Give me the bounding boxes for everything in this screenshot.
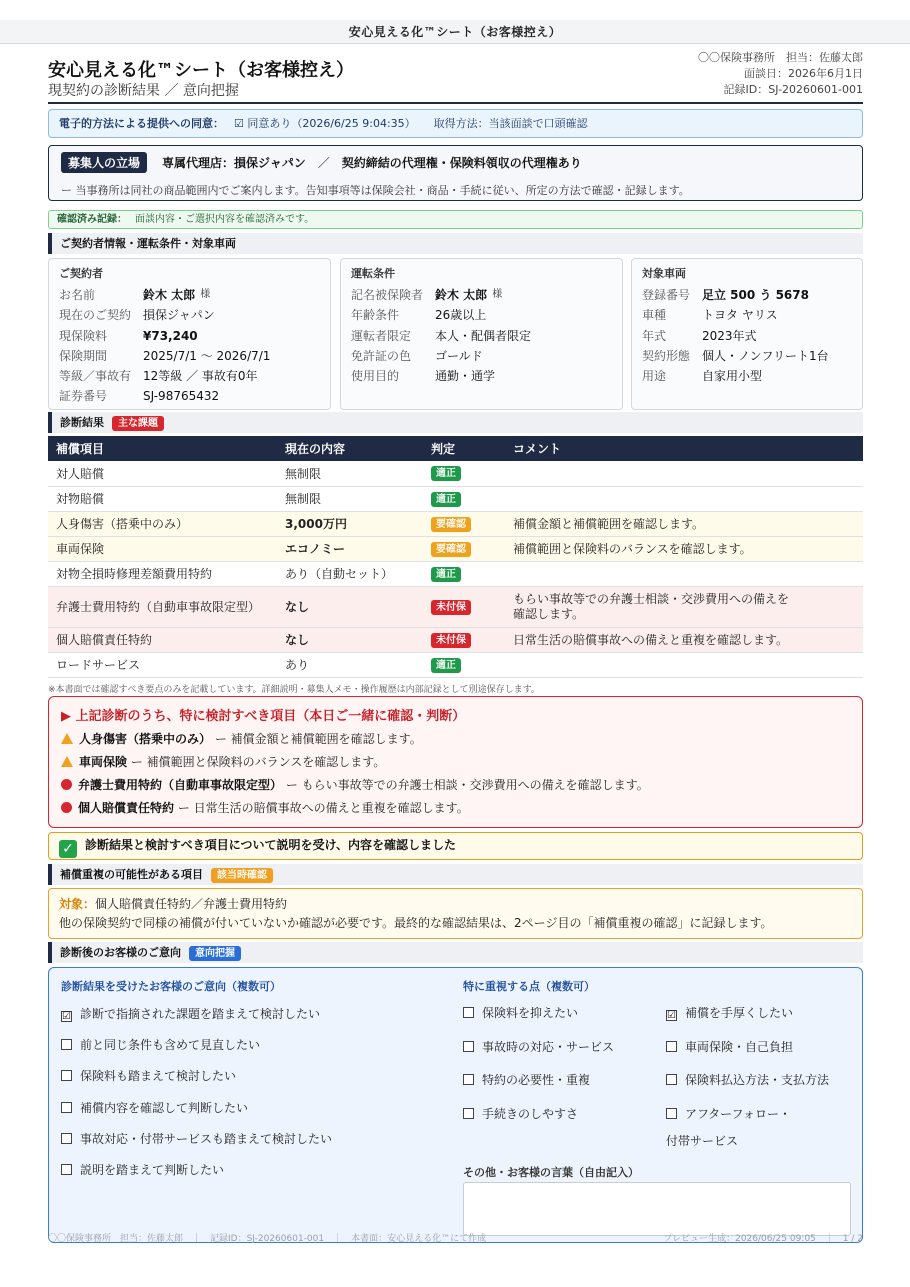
row-value: あり (277, 652, 423, 677)
acknowledgement-bar[interactable] (48, 832, 863, 860)
agent-authority: 契約締結の代理権・保険料領収の代理権あり (341, 156, 582, 170)
vehicle-card (631, 258, 863, 410)
col-judge: 判定 (423, 436, 505, 461)
row-item: 個人賠償責任特約 (48, 627, 277, 652)
table-row (48, 486, 863, 511)
contractor-row (59, 326, 320, 346)
document-title: 安心見える化™シート（お客様控え） (48, 60, 354, 81)
table-row (48, 652, 863, 677)
driving-card (340, 258, 623, 410)
option-label: 前と同じ条件も含めて見直したい (80, 1038, 261, 1052)
comment-line: もらい事故等での弁護士相談・交渉費用への備えを (513, 591, 790, 606)
checkbox[interactable] (666, 1041, 677, 1052)
table-row (48, 627, 863, 652)
kv-key: 記名被保険者 (351, 288, 424, 302)
table-row (48, 536, 863, 561)
checkbox[interactable]: ☑ (667, 1010, 676, 1021)
intent-option[interactable] (61, 1162, 224, 1178)
priority-item (61, 751, 850, 774)
priority-item (61, 797, 850, 820)
confirmed-label: 確認済み記録： (57, 214, 127, 225)
vehicle-row (642, 305, 852, 325)
dup-label: 対象： (59, 897, 96, 911)
kv-key: 現在のご契約 (59, 308, 132, 323)
row-comment: 補償金額と補償範囲を確認します。 (505, 511, 863, 536)
vehicle-row (642, 366, 852, 386)
row-value: あり（自動セット） (277, 561, 423, 586)
footer-right: プレビュー生成：2026/06/25 09:05 ｜ 1 / 2 (663, 1234, 863, 1244)
kv-value: 鈴木 太郎 (143, 288, 196, 302)
intent-left-heading: 診断結果を受けたお客様のご意向（複数可） (61, 980, 281, 993)
kv-value: 個人・ノンフリート1台 (702, 348, 829, 363)
contractor-row (59, 346, 320, 366)
driving-row (351, 366, 612, 386)
confirmed-record-bar (48, 210, 863, 229)
table-header-row (48, 436, 863, 461)
contractor-row (59, 285, 320, 305)
row-item: 対人賠償 (48, 461, 277, 486)
row-comment (505, 586, 863, 627)
col-comment: コメント (505, 436, 863, 461)
kv-key: 保険期間 (59, 348, 108, 363)
option-label: 特約の必要性・重複 (482, 1073, 591, 1087)
checkbox[interactable]: ☑ (62, 1011, 71, 1022)
checkbox[interactable] (61, 1133, 72, 1144)
driving-heading: 運転条件 (351, 267, 395, 280)
kv-value: ¥73,240 (143, 328, 198, 343)
kv-key: 年齢条件 (351, 308, 400, 323)
checkbox[interactable] (463, 1074, 474, 1085)
diag-badge: 主な課題 (112, 416, 164, 431)
kv-suffix: 様 (200, 289, 211, 300)
consent-label: 電子的方法による提供への同意： (59, 117, 224, 130)
intent-badge: 意向把握 (189, 946, 241, 961)
priority-item-desc: ー もらい事故等での弁護士相談・交渉費用への備えを確認します。 (285, 778, 649, 792)
judge-badge: 未付保 (431, 633, 471, 648)
dup-target-line (59, 895, 852, 914)
priority-option[interactable] (463, 1106, 578, 1122)
checkbox[interactable] (61, 1070, 72, 1081)
dup-text: 他の保険契約で同様の補償が付いていないか確認が必要です。最終的な確認結果は、2ページ目の「補償重複の確認」に記録します。 (59, 916, 773, 930)
kv-value: 足立 500 う 5678 (702, 288, 809, 302)
kv-key: 運転者限定 (351, 328, 412, 343)
judge-badge: 要確認 (431, 542, 471, 557)
document-page (48, 44, 863, 1179)
kv-value: 損保ジャパン (143, 308, 215, 323)
kv-value: 2023年式 (702, 328, 757, 343)
row-item: 車両保険 (48, 536, 277, 561)
kv-key: 現保険料 (59, 328, 108, 343)
section-title-diag (48, 412, 863, 433)
top-title-bar: 安心見える化™シート（お客様控え） (0, 20, 910, 44)
record-id: 記録ID：SJ-20260601-001 (723, 83, 863, 96)
kv-value: ゴールド (435, 348, 483, 363)
option-label: 補償内容を確認して判断したい (80, 1101, 249, 1115)
option-label: 説明を踏まえて判断したい (80, 1163, 225, 1177)
contractor-heading: ご契約者 (59, 267, 103, 280)
checkbox[interactable] (463, 1041, 474, 1052)
agent-type: 専属代理店：損保ジャパン (162, 156, 306, 170)
checkbox[interactable] (666, 1108, 677, 1119)
kv-value: 12等級 ／ 事故有0年 (143, 369, 258, 384)
judge-badge: 未付保 (431, 600, 471, 615)
ack-text: 診断結果と検討すべき項目について説明を受け、内容を確認しました (85, 838, 457, 852)
diagnosis-table (48, 436, 863, 678)
vehicle-heading: 対象車両 (642, 267, 686, 280)
contractor-card (48, 258, 331, 410)
meeting-date: 面談日：2026年6月1日 (744, 67, 863, 80)
kv-key: 証券番号 (59, 389, 108, 404)
red-dot-icon (61, 802, 72, 813)
checkbox[interactable] (463, 1108, 474, 1119)
checkbox[interactable] (61, 1102, 72, 1113)
judge-badge: 適正 (431, 567, 461, 582)
check-icon[interactable]: ✓ (59, 840, 77, 858)
section-title-intent (48, 942, 863, 963)
kv-value: SJ-98765432 (143, 389, 220, 404)
intent-right-heading: 特に重視する点（複数可） (463, 980, 595, 993)
vehicle-row (642, 326, 852, 346)
row-value: 3,000万円 (277, 511, 423, 536)
row-item: 対物全損時修理差額費用特約 (48, 561, 277, 586)
option-label: アフターフォロー・ (685, 1107, 791, 1121)
driving-row (351, 346, 612, 366)
document-meta (698, 50, 863, 98)
option-label-continued: 付帯サービス (666, 1134, 739, 1148)
kv-value: 通勤・通学 (435, 369, 496, 384)
intent-option[interactable] (61, 1100, 248, 1116)
kv-value: 本人・配偶者限定 (435, 328, 532, 343)
agent-position-box (48, 145, 863, 201)
option-label: 補償を手厚くしたい (685, 1006, 794, 1020)
table-row (48, 586, 863, 627)
priority-item-desc: ー 補償金額と補償範囲を確認します。 (214, 732, 422, 746)
judge-badge: 適正 (431, 492, 461, 507)
row-item: 人身傷害（搭乗中のみ） (48, 511, 277, 536)
priority-item-name: 人身傷害（搭乗中のみ） (79, 732, 212, 746)
priority-option[interactable] (666, 1039, 793, 1055)
priority-item-name: 弁護士費用特約（自動車事故限定型） (78, 778, 283, 792)
row-comment (505, 652, 863, 677)
row-comment (505, 461, 863, 486)
vehicle-row (642, 285, 852, 305)
option-label: 保険料払込方法・支払方法 (685, 1073, 830, 1087)
intent-option[interactable] (61, 1131, 332, 1147)
contractor-row (59, 305, 320, 325)
dup-target: 個人賠償責任特約／弁護士費用特約 (95, 897, 288, 911)
kv-key: 年式 (642, 328, 667, 343)
contractor-row (59, 366, 320, 386)
dup-badge: 該当時確認 (211, 868, 273, 883)
checkbox[interactable] (61, 1164, 72, 1175)
driving-row (351, 326, 612, 346)
contractor-row (59, 386, 320, 406)
checkbox[interactable] (666, 1074, 677, 1085)
intent-option[interactable] (61, 1068, 236, 1084)
row-value: エコノミー (277, 536, 423, 561)
judge-badge: 適正 (431, 658, 461, 673)
diag-title-text: 診断結果 (60, 416, 104, 429)
kv-value: 26歳以上 (435, 308, 487, 323)
agent-tag: 募集人の立場 (61, 152, 147, 173)
priority-item-name: 個人賠償責任特約 (78, 801, 175, 815)
intent-option[interactable] (61, 1006, 320, 1022)
option-label: 保険料を抑えたい (482, 1006, 579, 1020)
consent-value: ☑ 同意あり（2026/6/25 9:04:35） (234, 117, 416, 130)
table-row (48, 511, 863, 536)
row-comment (505, 486, 863, 511)
duplicate-box (48, 888, 863, 939)
kv-key: 車種 (642, 308, 667, 323)
office-info: 〇〇保険事務所 担当：佐藤太郎 (698, 51, 863, 64)
table-row (48, 561, 863, 586)
option-label: 診断で指摘された課題を踏まえて検討したい (80, 1007, 321, 1021)
priority-item-desc: ー 日常生活の賠償事故への備えと重複を確認します。 (177, 801, 469, 815)
intent-title-text: 診断後のお客様のご意向 (60, 946, 181, 959)
vehicle-row (642, 346, 852, 366)
priority-item-name: 車両保険 (79, 755, 128, 769)
warning-triangle-icon (61, 733, 73, 744)
row-comment (505, 561, 863, 586)
judge-badge: 要確認 (431, 517, 471, 532)
row-value: なし (277, 586, 423, 627)
option-label: 車両保険・自己負担 (685, 1040, 794, 1054)
document-header (48, 44, 863, 104)
agent-separator: ／ (317, 156, 330, 170)
row-item: ロードサービス (48, 652, 277, 677)
agent-line (162, 154, 582, 171)
checkbox[interactable] (61, 1039, 72, 1050)
col-value: 現在の内容 (277, 436, 423, 461)
page-footer (48, 1231, 863, 1244)
priority-option[interactable] (463, 1039, 614, 1055)
section-title-dup (48, 864, 863, 885)
document-subtitle: 現契約の診断結果 ／ 意向把握 (48, 83, 239, 99)
priority-option[interactable] (666, 1072, 829, 1088)
kv-key: 等級／事故有 (59, 369, 132, 384)
priority-option[interactable] (666, 1106, 791, 1122)
kv-key: 契約形態 (642, 348, 691, 363)
footer-left: 〇〇保険事務所 担当：佐藤太郎 ｜ 記録ID：SJ-20260601-001 ｜ 本書面：安心見える化™にて作成 (48, 1234, 487, 1244)
kv-value: 2025/7/1 〜 2026/7/1 (143, 348, 271, 363)
priority-option[interactable] (666, 1005, 793, 1021)
row-item: 弁護士費用特約（自動車事故限定型） (48, 586, 277, 627)
option-label: 手続きのしやすさ (482, 1107, 579, 1121)
intent-box (48, 967, 863, 1243)
priority-box (48, 696, 863, 828)
driving-row (351, 285, 612, 305)
priority-heading: ▶ 上記診断のうち、特に検討すべき項目（本日ご一緒に確認・判断） (61, 709, 466, 724)
priority-item (61, 774, 850, 797)
driving-row (351, 305, 612, 325)
comment-line: 確認します。 (513, 606, 585, 621)
consent-bar (48, 109, 863, 138)
kv-suffix: 様 (492, 289, 503, 300)
row-value: 無制限 (277, 461, 423, 486)
row-item: 対物賠償 (48, 486, 277, 511)
row-comment: 補償範囲と保険料のバランスを確認します。 (505, 536, 863, 561)
consent-method: 取得方法：当該面談で口頭確認 (433, 117, 588, 130)
row-value: なし (277, 627, 423, 652)
kv-key: 登録番号 (642, 288, 691, 302)
confirmed-text: 面談内容・ご選択内容を確認済みです。 (135, 214, 315, 225)
section-title-info: ご契約者情報・運転条件・対象車両 (48, 233, 863, 254)
checkbox[interactable] (463, 1007, 474, 1018)
kv-key: 使用目的 (351, 369, 400, 384)
priority-item (61, 728, 850, 751)
info-cards (48, 258, 863, 410)
kv-key: お名前 (59, 288, 96, 302)
option-label: 事故対応・付帯サービスも踏まえて検討したい (80, 1132, 333, 1146)
kv-value: 鈴木 太郎 (435, 288, 488, 302)
table-footnote: ※本書面では確認すべき要点のみを記載しています。詳細説明・募集人メモ・操作履歴は内部記録として別途保存します。 (48, 685, 540, 695)
dup-title-text: 補償重複の可能性がある項目 (60, 868, 203, 881)
row-comment: 日常生活の賠償事故への備えと重複を確認します。 (505, 627, 863, 652)
judge-badge: 適正 (431, 466, 461, 481)
free-text-heading: その他・お客様の言葉（自由記入） (463, 1166, 639, 1179)
red-dot-icon (61, 779, 72, 790)
priority-item-desc: ー 補償範囲と保険料のバランスを確認します。 (130, 755, 386, 769)
kv-value: トヨタ ヤリス (702, 308, 778, 323)
priority-option[interactable] (463, 1005, 578, 1021)
priority-option[interactable] (463, 1072, 590, 1088)
intent-option[interactable] (61, 1037, 260, 1053)
option-label: 保険料も踏まえて検討したい (80, 1069, 237, 1083)
kv-key: 用途 (642, 369, 667, 384)
free-text-field[interactable] (463, 1182, 851, 1236)
option-label: 事故時の対応・サービス (482, 1040, 615, 1054)
warning-triangle-icon (61, 756, 73, 767)
agent-note: ー 当事務所は同社の商品範囲内でご案内します。告知事項等は保険会社・商品・手続に従い、所定の方法で確認・記録します。 (61, 184, 690, 197)
kv-key: 免許証の色 (351, 348, 412, 363)
row-value: 無制限 (277, 486, 423, 511)
table-row (48, 461, 863, 486)
col-item: 補償項目 (48, 436, 277, 461)
kv-value: 自家用小型 (702, 369, 763, 384)
